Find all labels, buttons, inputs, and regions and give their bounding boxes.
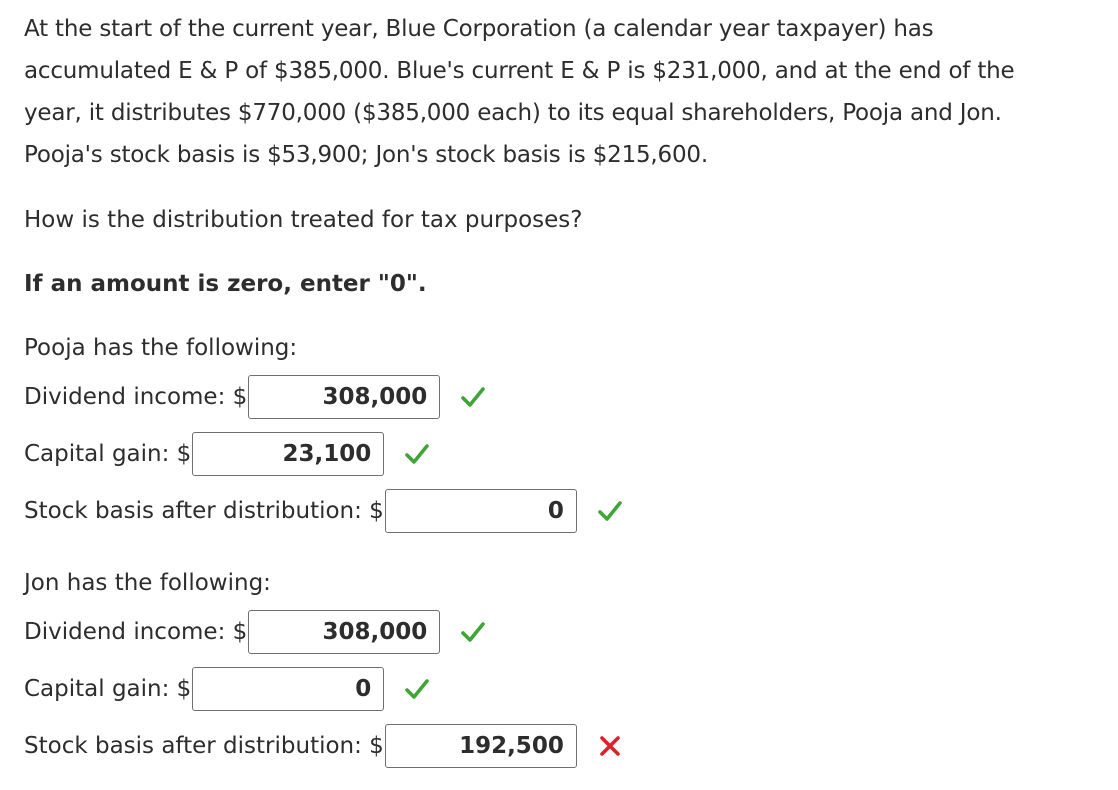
jon-basis-input[interactable]: 192,500 <box>385 724 577 768</box>
check-mark-icon <box>458 617 488 647</box>
check-mark-icon <box>402 439 432 469</box>
problem-line-1: At the start of the current year, Blue Corporation (a calendar year taxpayer) has <box>24 16 934 42</box>
pooja-dividend-label: Dividend income: $ <box>24 384 248 410</box>
jon-gain-label: Capital gain: $ <box>24 676 192 702</box>
pooja-gain-row <box>24 431 432 477</box>
jon-dividend-input[interactable]: 308,000 <box>248 610 440 654</box>
pooja-gain-label: Capital gain: $ <box>24 441 192 467</box>
question-text: How is the distribution treated for tax purposes? <box>24 207 583 233</box>
jon-dividend-label: Dividend income: $ <box>24 619 248 645</box>
jon-heading: Jon has the following: <box>24 570 271 596</box>
pooja-heading: Pooja has the following: <box>24 335 298 361</box>
jon-basis-row <box>24 723 625 769</box>
pooja-basis-row <box>24 488 625 534</box>
problem-statement <box>24 8 1104 176</box>
jon-gain-row <box>24 666 432 712</box>
jon-basis-label: Stock basis after distribution: $ <box>24 733 384 759</box>
check-mark-icon <box>595 496 625 526</box>
pooja-dividend-row <box>24 374 488 420</box>
problem-line-4: Pooja's stock basis is $53,900; Jon's stock basis is $215,600. <box>24 142 708 168</box>
jon-dividend-row <box>24 609 488 655</box>
jon-gain-input[interactable]: 0 <box>192 667 384 711</box>
x-mark-icon <box>595 731 625 761</box>
pooja-dividend-input[interactable]: 308,000 <box>248 375 440 419</box>
problem-line-3: year, it distributes $770,000 ($385,000 each) to its equal shareholders, Pooja and Jon. <box>24 100 1002 126</box>
instruction-text: If an amount is zero, enter "0". <box>24 271 427 297</box>
check-mark-icon <box>402 674 432 704</box>
problem-line-2: accumulated E & P of $385,000. Blue's current E & P is $231,000, and at the end of the <box>24 58 1015 84</box>
pooja-gain-input[interactable]: 23,100 <box>192 432 384 476</box>
check-mark-icon <box>458 382 488 412</box>
pooja-basis-label: Stock basis after distribution: $ <box>24 498 384 524</box>
pooja-basis-input[interactable]: 0 <box>385 489 577 533</box>
